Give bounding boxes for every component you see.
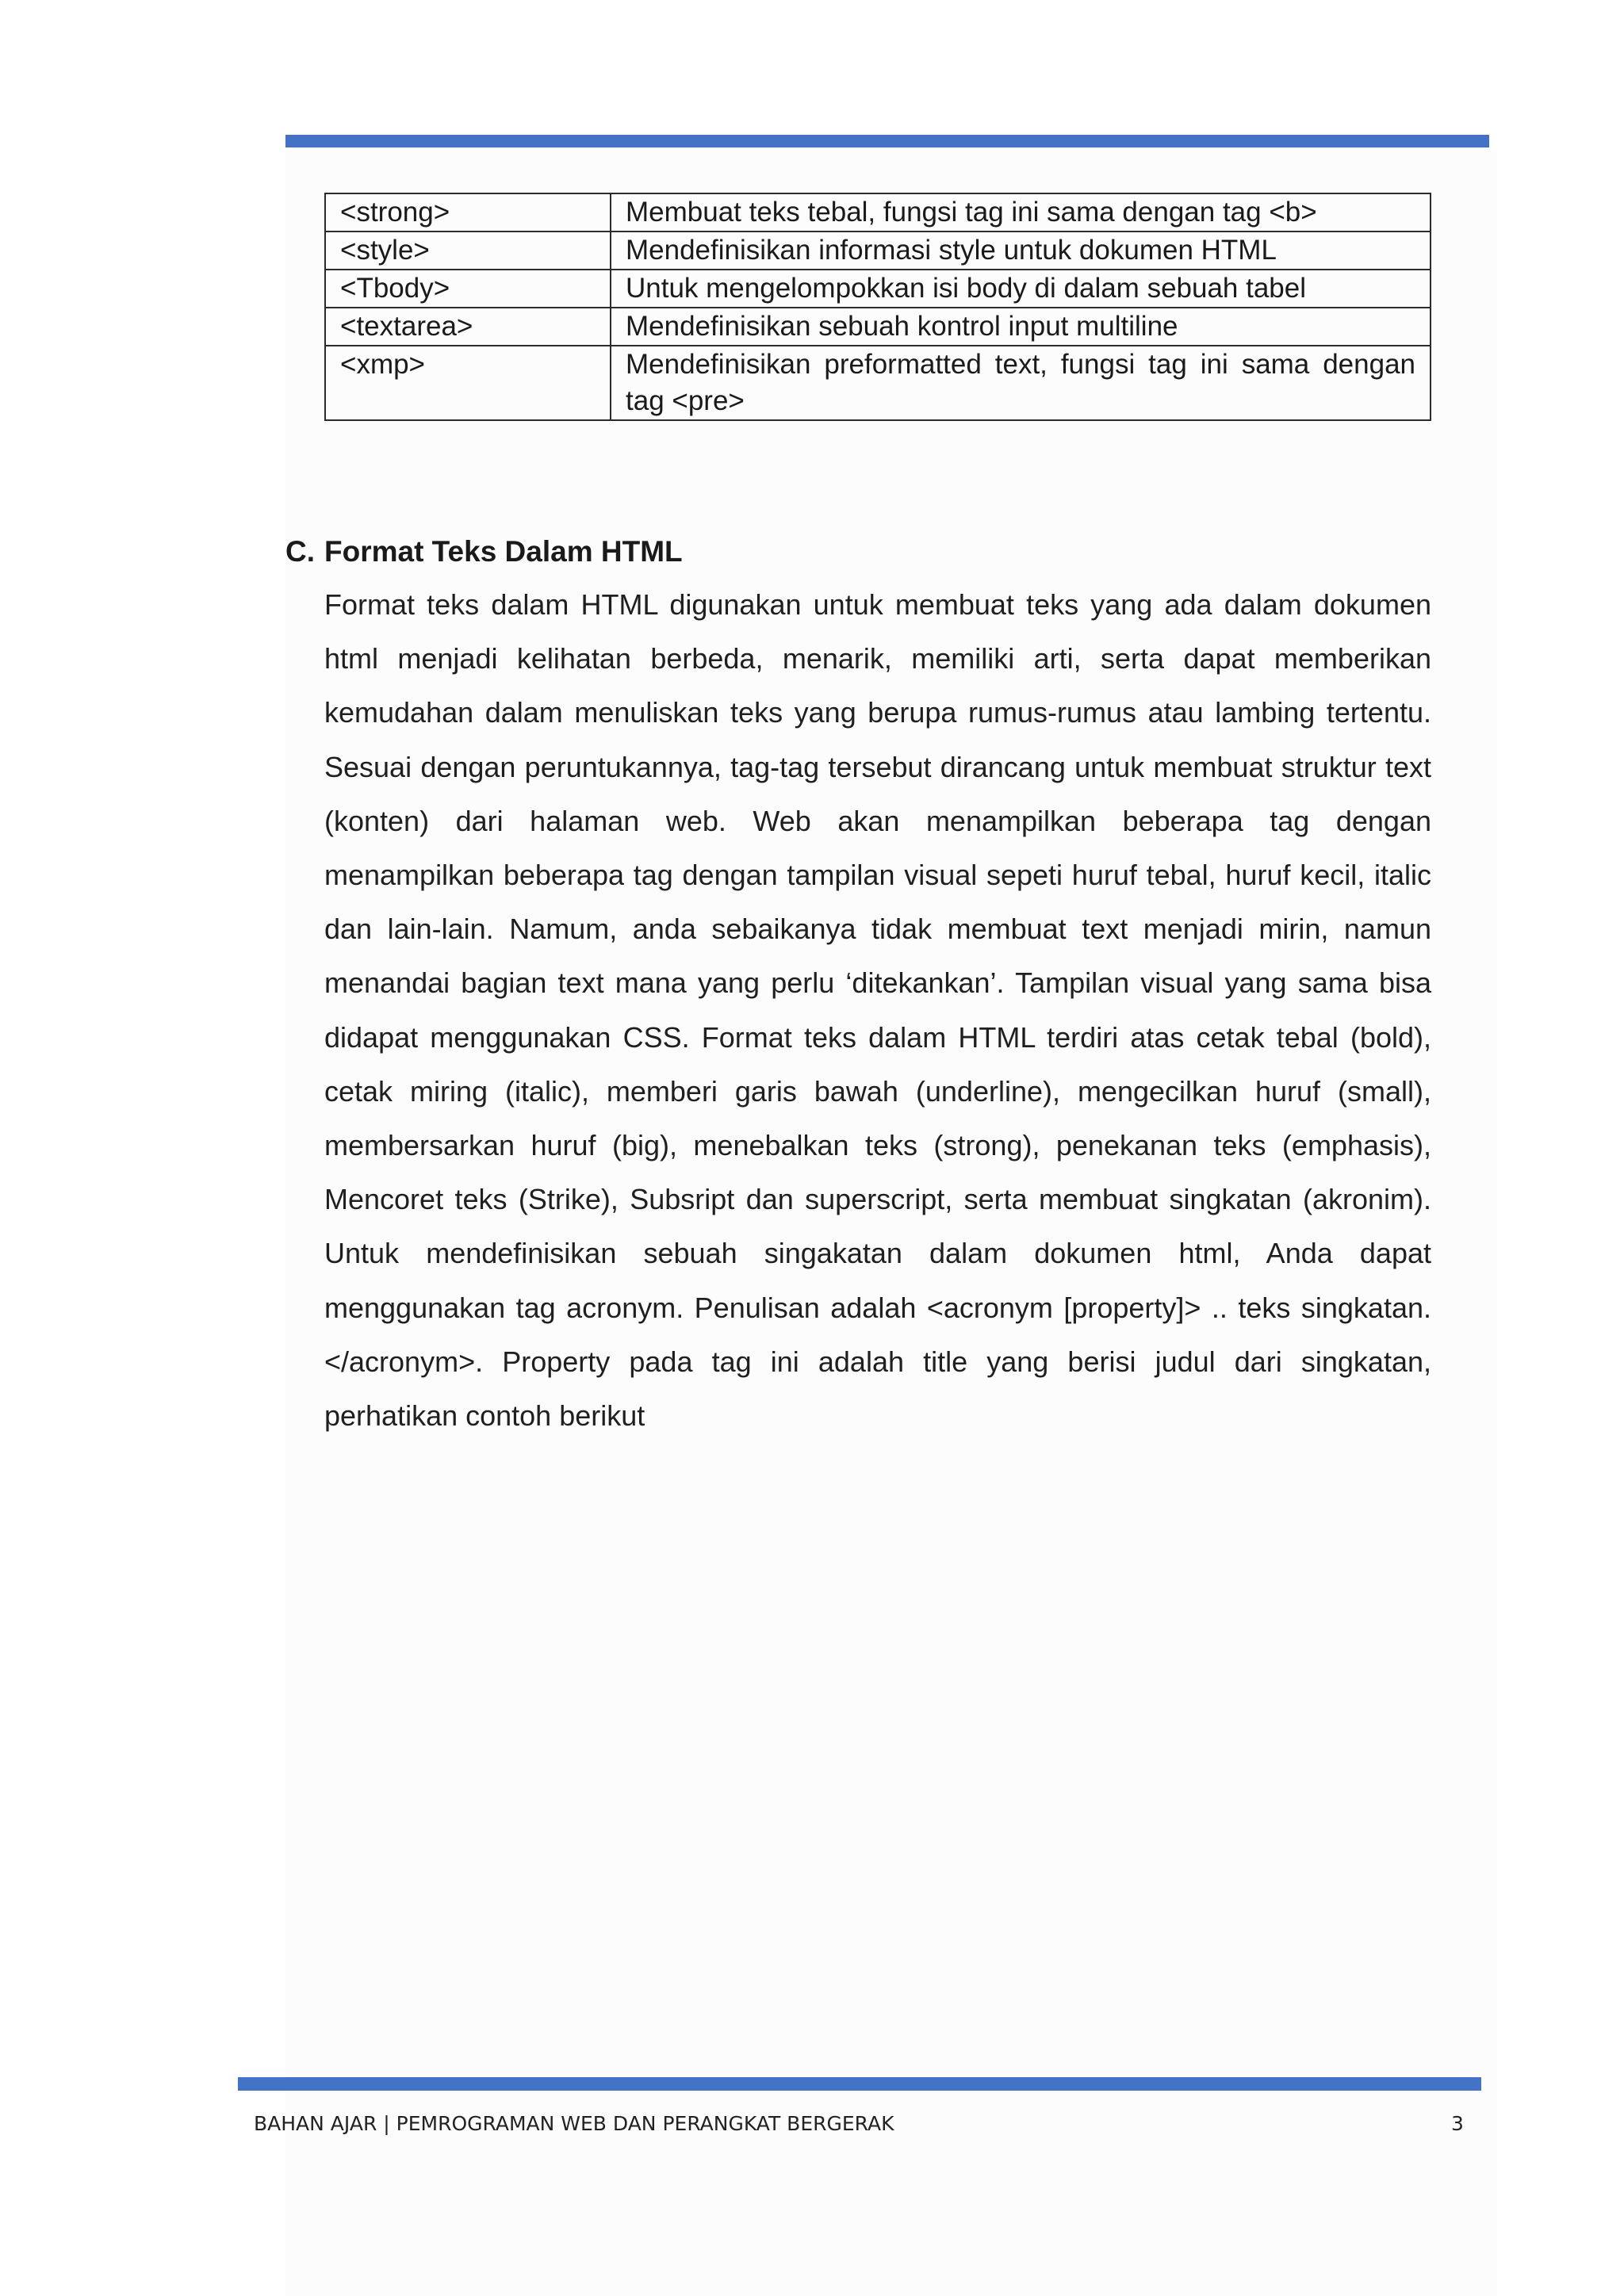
section-title: Format Teks Dalam HTML (324, 535, 683, 568)
section-heading (285, 530, 683, 574)
page-number: 3 (1451, 2112, 1464, 2135)
tag-cell: <textarea> (325, 308, 611, 346)
header-accent-bar (285, 135, 1489, 147)
tag-cell: <strong> (325, 193, 611, 232)
description-cell: Untuk mengelompokkan isi body di dalam sebuah tabel (611, 270, 1431, 308)
table-row (325, 193, 1431, 232)
html-tag-table (324, 193, 1431, 421)
description-cell: Mendefinisikan informasi style untuk dokumen HTML (611, 232, 1431, 270)
tag-cell: <Tbody> (325, 270, 611, 308)
description-cell: Membuat teks tebal, fungsi tag ini sama dengan tag <b> (611, 193, 1431, 232)
table-row (325, 270, 1431, 308)
footer-accent-bar (238, 2077, 1481, 2091)
tag-cell: <style> (325, 232, 611, 270)
footer-title: BAHAN AJAR | PEMROGRAMAN WEB DAN PERANGKAT BERGERAK (254, 2112, 894, 2135)
table-row (325, 346, 1431, 420)
tag-cell: <xmp> (325, 346, 611, 420)
description-cell: Mendefinisikan preformatted text, fungsi tag ini sama dengan tag <pre> (611, 346, 1431, 420)
section-body-paragraph: Format teks dalam HTML digunakan untuk membuat teks yang ada dalam dokumen html menjadi kelihatan berbeda, menarik, memiliki arti, serta dapat memberikan kemudahan dalam menuliskan teks yang berupa rumus-rumus atau lambing tertentu. Sesuai dengan peruntukannya, tag-tag tersebut dirancang untuk membuat struktur text (konten) dari halaman web. Web akan menampilkan beberapa tag dengan menampilkan beberapa tag dengan tampilan visual sepeti huruf tebal, huruf kecil, italic dan lain-lain. Namum, anda sebaikanya tidak membuat text menjadi mirin, namun menandai bagian text mana yang perlu ‘ditekankan’. Tampilan visual yang sama bisa didapat menggunakan CSS. Format teks dalam HTML terdiri atas cetak tebal (bold), cetak miring (italic), memberi garis bawah (underline), mengecilkan huruf (small), membersarkan huruf (big), menebalkan teks (strong), penekanan teks (emphasis), Mencoret teks (Strike), Subsript dan superscript, serta membuat singkatan (akronim). Untuk mendefinisikan sebuah singakatan dalam dokumen html, Anda dapat menggunakan tag acronym. Penulisan adalah <acronym [property]> .. teks singkatan. </acronym>. Property pada tag ini adalah title yang berisi judul dari singkatan, perhatikan contoh berikut (324, 588, 1431, 1433)
description-cell: Mendefinisikan sebuah kontrol input multiline (611, 308, 1431, 346)
table-row (325, 308, 1431, 346)
section-letter: C. (285, 535, 315, 568)
table-row (325, 232, 1431, 270)
